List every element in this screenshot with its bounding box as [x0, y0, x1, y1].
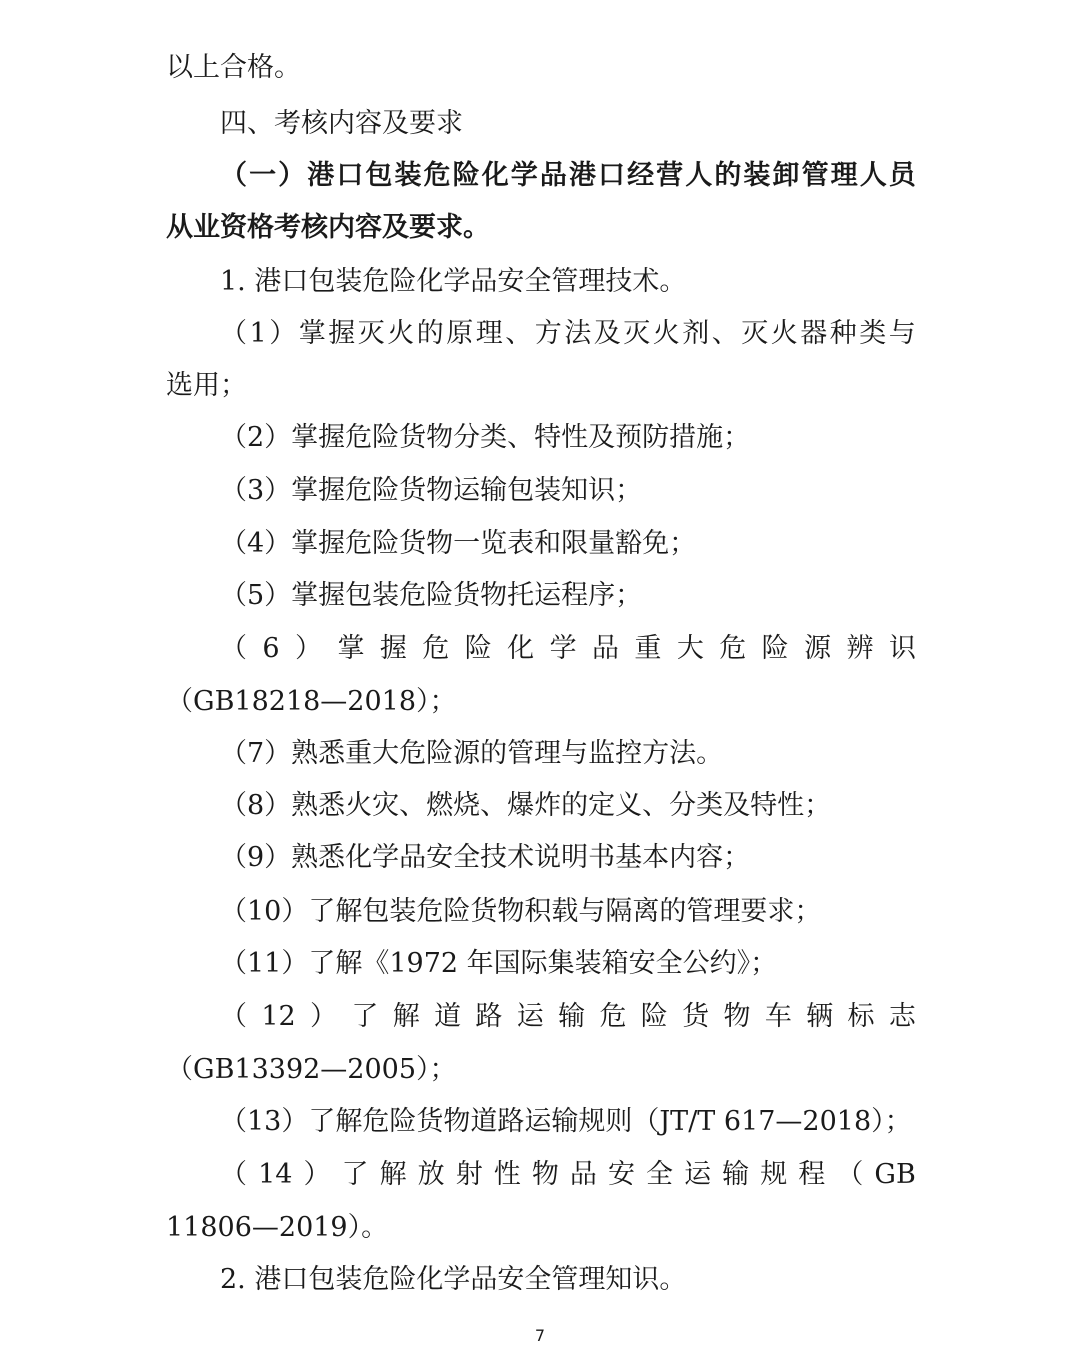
text-fragment: 理	[475, 318, 503, 349]
text-fragment: 货	[682, 1001, 710, 1032]
text-fragment: 学	[510, 160, 538, 191]
list-item-cont: （GB18218—2018）；	[166, 686, 457, 717]
text-fragment: 火	[387, 318, 415, 349]
text-fragment: 辆	[806, 1001, 834, 1032]
text-fragment: 原	[446, 318, 474, 349]
text-fragment: 品	[539, 160, 567, 191]
text-fragment: 道	[434, 1001, 462, 1032]
subsection-heading	[220, 156, 916, 196]
text-fragment: 物	[531, 1159, 559, 1190]
text-fragment: 装	[394, 160, 422, 191]
text-fragment: 险	[640, 1001, 668, 1032]
text-fragment: 标	[847, 1001, 875, 1032]
list-item: （5）掌握包装危险货物托运程序；	[220, 580, 643, 611]
text-fragment: 与	[888, 318, 916, 349]
item-heading: 2. 港口包装危险化学品安全管理知识。	[220, 1264, 687, 1295]
text-fragment: 全	[646, 1159, 674, 1190]
text-fragment: 火	[770, 318, 798, 349]
text-fragment: 源	[804, 633, 832, 664]
text-fragment: 识	[888, 633, 916, 664]
text-fragment: 灭	[357, 318, 385, 349]
text-fragment: 握	[328, 318, 356, 349]
text-fragment: 辨	[846, 633, 874, 664]
text-fragment: 射	[455, 1159, 483, 1190]
text-fragment: 灭	[741, 318, 769, 349]
text-fragment: 危	[719, 633, 747, 664]
text-fragment: 路	[475, 1001, 503, 1032]
list-item	[220, 629, 916, 669]
section-heading: 四、考核内容及要求	[220, 108, 463, 139]
list-item-cont: 11806—2019）。	[166, 1212, 389, 1243]
text-fragment: 险	[464, 633, 492, 664]
text-fragment: ）	[303, 1159, 331, 1190]
text-fragment: 运	[516, 1001, 544, 1032]
text-fragment: 了	[351, 1001, 379, 1032]
list-item	[220, 1155, 916, 1195]
text-fragment: 14	[258, 1159, 293, 1190]
text-fragment: 危	[423, 160, 451, 191]
text-fragment: 输	[722, 1159, 750, 1190]
text-fragment: 解	[392, 1001, 420, 1032]
text-fragment: 险	[452, 160, 480, 191]
text-fragment: 、	[711, 318, 739, 349]
text-fragment: 了	[341, 1159, 369, 1190]
paragraph-line: 以上合格。	[166, 52, 301, 83]
text-fragment: 化	[481, 160, 509, 191]
text-fragment: 掌	[337, 633, 365, 664]
item-heading: 1. 港口包装危险化学品安全管理技术。	[220, 266, 687, 297]
text-fragment: 品	[569, 1159, 597, 1190]
text-fragment: 包	[365, 160, 393, 191]
text-fragment: 装	[743, 160, 771, 191]
text-fragment: 大	[676, 633, 704, 664]
text-fragment: 类	[859, 318, 887, 349]
text-fragment: 灭	[623, 318, 651, 349]
text-fragment: 经	[627, 160, 655, 191]
list-item: （4）掌握危险货物一览表和限量豁免；	[220, 528, 697, 559]
text-fragment: 12	[261, 1001, 296, 1032]
text-fragment: 的	[714, 160, 742, 191]
list-item: （13）了解危险货物道路运输规则（JT/T 617—2018）；	[220, 1106, 912, 1137]
text-fragment: 输	[558, 1001, 586, 1032]
text-fragment: 的	[416, 318, 444, 349]
list-item-cont: （GB13392—2005）；	[166, 1054, 457, 1085]
text-fragment: 理	[830, 160, 858, 191]
page-number: 7	[534, 1326, 546, 1345]
list-item-cont: 选用；	[166, 370, 247, 401]
text-fragment: （	[220, 633, 247, 664]
text-fragment: 车	[764, 1001, 792, 1032]
subsection-heading-cont: 从业资格考核内容及要求。	[166, 212, 490, 243]
text-fragment: 方	[534, 318, 562, 349]
text-fragment: 志	[888, 1001, 916, 1032]
text-fragment: 性	[493, 1159, 521, 1190]
list-item	[220, 997, 916, 1037]
text-fragment: 及	[593, 318, 621, 349]
text-fragment: 化	[507, 633, 535, 664]
text-fragment: 程	[798, 1159, 826, 1190]
text-fragment: 卸	[772, 160, 800, 191]
text-fragment: 危	[422, 633, 450, 664]
text-fragment: 种	[829, 318, 857, 349]
list-item: （3）掌握危险货物运输包装知识；	[220, 475, 643, 506]
list-item: （9）熟悉化学品安全技术说明书基本内容；	[220, 842, 751, 873]
list-item: （2）掌握危险货物分类、特性及预防措施；	[220, 422, 751, 453]
text-fragment: 营	[656, 160, 684, 191]
text-fragment: 危	[599, 1001, 627, 1032]
text-fragment: 口	[598, 160, 626, 191]
text-fragment: 重	[634, 633, 662, 664]
text-fragment: GB	[874, 1159, 916, 1190]
text-fragment: 品	[591, 633, 619, 664]
list-item: （8）熟悉火灾、燃烧、爆炸的定义、分类及特性；	[220, 790, 832, 821]
text-fragment: 管	[801, 160, 829, 191]
text-fragment: 员	[888, 160, 916, 191]
text-fragment: （	[220, 1001, 247, 1032]
text-fragment: 学	[549, 633, 577, 664]
text-fragment: 险	[761, 633, 789, 664]
text-fragment: 解	[379, 1159, 407, 1190]
text-fragment: ）	[310, 1001, 338, 1032]
list-item: （7）熟悉重大危险源的管理与监控方法。	[220, 738, 724, 769]
text-fragment: 规	[760, 1159, 788, 1190]
text-fragment: 口	[336, 160, 364, 191]
text-fragment: 握	[379, 633, 407, 664]
text-fragment: （	[220, 318, 247, 349]
list-item	[220, 314, 916, 354]
text-fragment: （	[220, 1159, 247, 1190]
text-fragment: 1	[249, 318, 267, 349]
text-fragment: 6	[262, 633, 280, 664]
text-fragment: （	[836, 1159, 864, 1190]
text-fragment: 运	[684, 1159, 712, 1190]
text-fragment: 剂	[682, 318, 710, 349]
text-fragment: 火	[652, 318, 680, 349]
text-fragment: 放	[417, 1159, 445, 1190]
text-fragment: 器	[800, 318, 828, 349]
text-fragment: 人	[859, 160, 887, 191]
text-fragment: ）	[278, 160, 306, 191]
text-fragment: ）	[269, 318, 297, 349]
list-item: （11）了解《1972 年国际集装箱安全公约》；	[220, 948, 778, 979]
text-fragment: 一	[249, 160, 277, 191]
text-fragment: 港	[307, 160, 335, 191]
text-fragment: 安	[607, 1159, 635, 1190]
list-item: （10）了解包装危险货物积载与隔离的管理要求；	[220, 896, 822, 927]
text-fragment: 物	[723, 1001, 751, 1032]
text-fragment: （	[220, 160, 247, 191]
text-fragment: 港	[568, 160, 596, 191]
text-fragment: 人	[685, 160, 713, 191]
text-fragment: 掌	[298, 318, 326, 349]
text-fragment: 、	[505, 318, 533, 349]
text-fragment: ）	[295, 633, 323, 664]
text-fragment: 法	[564, 318, 592, 349]
